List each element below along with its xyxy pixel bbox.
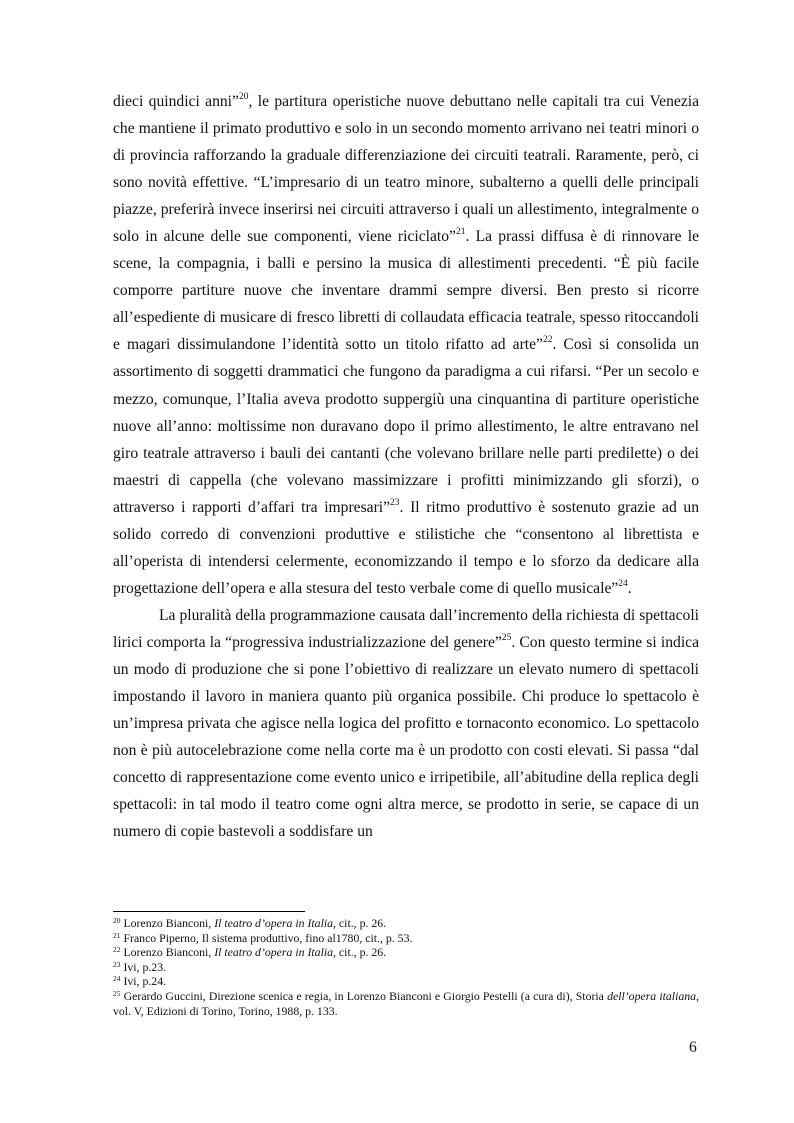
footnote-text: Ivi, p.24. — [120, 974, 167, 989]
page-number: 6 — [689, 1039, 697, 1056]
footnote-footnote-ref: 25 — [113, 988, 121, 998]
footnote-item — [113, 989, 699, 1018]
footnote-text: , cit., p. 26. — [333, 945, 387, 960]
footnote-text: Gerardo Guccini, Direzione scenica e regia, in Lorenzo Bianconi e Giorgio Pestelli (a cura di), Storia — [120, 988, 608, 1003]
footnote-italic-title: dell’opera italiana — [607, 988, 697, 1003]
footnote-item — [113, 945, 699, 960]
footnote-footnote-ref: 23 — [113, 959, 121, 969]
footnote-text: Franco Piperno, Il sistema produttivo, fino al1780, cit., p. 53. — [120, 930, 413, 945]
footnote-item — [113, 931, 699, 946]
paragraph-text: dieci quindici anni” — [113, 93, 239, 110]
paragraph-footnote-ref: 20 — [238, 92, 249, 102]
paragraph-text: , le partitura operistiche nuove debuttano nelle capitali tra cui Venezia che mantiene il primato produttivo e solo in un secondo momento arrivano nei teatri minori o di provincia rafforzando la graduale differenziazione dei circuiti teatrali. Raramente, però, ci sono novità effettive. “L’impresario di un teatro minore, subalterno a quelli delle principali piazze, preferirà invece inserirsi nei circuiti attraverso i quali un allestimento, integralmente o solo in alcune delle sue componenti, viene riciclato” — [113, 93, 699, 246]
paragraph-text: . Il ritmo produttivo è sostenuto grazie ad un solido corredo di convenzioni produttive e stilistiche che “consentono al librettista e all’operista di intendersi celermente, economizzando il tempo e lo sforzo da dedicare alla progettazione dell’opera e alla stesura del testo verbale come di quello musicale” — [113, 498, 699, 597]
footnote-italic-title: Il teatro d’opera in Italia — [214, 945, 334, 960]
paragraph-text: . — [627, 579, 632, 597]
paragraph-text: . Così si consolida un assortimento di soggetti drammatici che fungono da paradigma a cui rifarsi. “Per un secolo e mezzo, comunque, l’Italia aveva prodotto suppergiù una cinquantina di partiture operistiche nuove all’anno: moltissime non duravano dopo il primo allestimento, le altre entravano nel giro teatrale attraverso i bauli dei cantanti (che volevano brillare nelle parti predilette) o dei maestri di cappella (che volevano massimizzare i profitti minimizzando gli sforzi), o attraverso i rapporti d’affari tra impresari” — [113, 336, 699, 516]
paragraph-footnote-ref: 23 — [390, 497, 400, 508]
paragraph-text: . Con questo termine si indica un modo di produzione che si pone l’obiettivo di realizzare un elevato numero di spettacoli impostando il lavoro in maniera quanto più organica possibile. Chi produce lo spettacolo è un’impresa privata che agisce nella logica del profitto e tornaconto economico. Lo spettacolo non è più autocelebrazione come nella corte ma è un prodotto con costi elevati. Si passa “dal concetto di rappresentazione come evento unico e irripetibile, all’abitudine della replica degli spettacoli: in tal modo il teatro come ogni altra merce, se prodotto in serie, se capace di un numero di copie bastevoli a soddisfare un — [113, 633, 699, 841]
footnote-item — [113, 916, 699, 931]
paragraph-footnote-ref: 25 — [501, 632, 512, 643]
page-body — [113, 88, 699, 845]
footnote-footnote-ref: 24 — [113, 974, 121, 984]
paragraph-text: La pluralità della programmazione causata dall’incremento della richiesta di spettacoli lirici comporta la “progressiva industrializzazione del genere” — [113, 606, 699, 651]
paragraph-2 — [113, 602, 699, 845]
footnote-footnote-ref: 21 — [113, 930, 121, 940]
footnote-item — [113, 974, 699, 989]
footnote-footnote-ref: 22 — [113, 945, 121, 955]
footnote-separator — [113, 911, 305, 912]
footnote-text: Lorenzo Bianconi, — [120, 945, 215, 960]
paragraph-footnote-ref: 22 — [542, 335, 553, 346]
footnote-item — [113, 960, 699, 975]
footnote-footnote-ref: 20 — [113, 916, 121, 925]
footnote-text: , cit., p. 26. — [333, 916, 387, 930]
footnote-italic-title: Il teatro d’opera in Italia — [214, 916, 334, 930]
footnote-text: Ivi, p.23. — [120, 959, 167, 974]
footnotes — [113, 916, 699, 1018]
paragraph-1 — [113, 88, 699, 602]
paragraph-footnote-ref: 21 — [455, 227, 466, 238]
paragraph-footnote-ref: 24 — [618, 578, 628, 589]
paragraph-text: . La prassi diffusa è di rinnovare le scene, la compagnia, i balli e persino la musica di allestimenti precedenti. “È più facile comporre partiture nuove che inventare drammi sempre diversi. Ben presto si ricorre all’espediente di musicare di fresco libretti di collaudata efficacia teatrale, spesso ritoccandoli e magari dissimulandone l’identità sotto un titolo rifatto ad arte” — [113, 228, 699, 354]
footnote-text: Lorenzo Bianconi, — [120, 916, 215, 930]
footnote-text: , vol. V, Edizioni di Torino, Torino, 1988, p. 133. — [113, 988, 700, 1018]
